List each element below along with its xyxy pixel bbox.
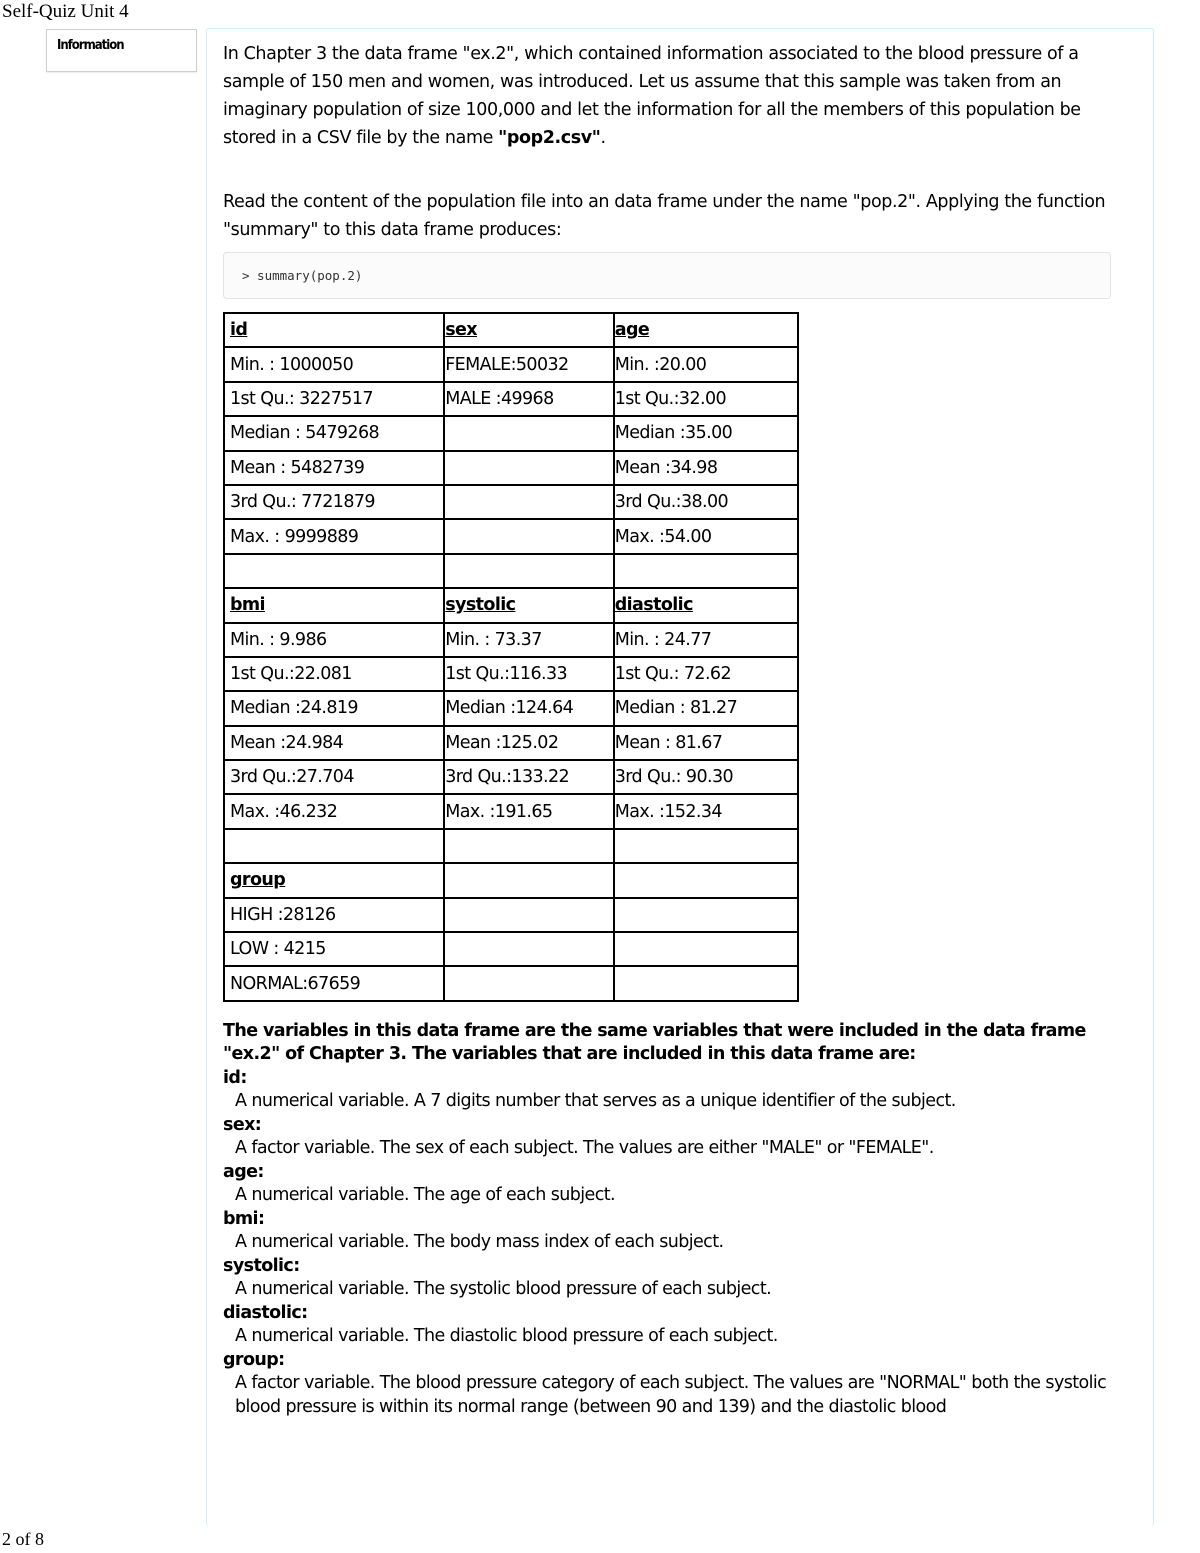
table-cell — [444, 966, 614, 1000]
table-cell: 3rd Qu.:133.22 — [444, 760, 614, 794]
var-desc-id: A numerical variable. A 7 digits number that serves as a unique identifier of the subject. — [235, 1091, 956, 1112]
table-cell: MALE :49968 — [444, 382, 614, 416]
table-row — [224, 519, 798, 553]
table-row — [224, 760, 798, 794]
var-desc-systolic: A numerical variable. The systolic blood pressure of each subject. — [235, 1279, 772, 1300]
table-row — [224, 623, 798, 657]
table-cell — [224, 829, 444, 863]
var-desc-sex: A factor variable. The sex of each subject. The values are either "MALE" or "FEMALE". — [235, 1138, 934, 1159]
table-cell: Median : 5479268 — [224, 416, 444, 450]
var-name-bmi: bmi: — [223, 1208, 265, 1229]
question-content — [223, 40, 1113, 1419]
table-cell — [444, 829, 614, 863]
var-name-group: group: — [223, 1349, 285, 1370]
table-cell: 1st Qu.: 3227517 — [224, 382, 444, 416]
table-cell: NORMAL:67659 — [224, 966, 444, 1000]
var-name-age: age: — [223, 1161, 264, 1182]
table-cell: 3rd Qu.:38.00 — [614, 485, 798, 519]
table-cell — [444, 898, 614, 932]
table-cell: 3rd Qu.: 7721879 — [224, 485, 444, 519]
table-cell: Min. : 9.986 — [224, 623, 444, 657]
table-row — [224, 898, 798, 932]
table-row — [224, 347, 798, 381]
table-cell: bmi — [224, 588, 444, 622]
var-name-id: id: — [223, 1067, 247, 1088]
table-cell — [444, 416, 614, 450]
table-cell: FEMALE:50032 — [444, 347, 614, 381]
table-cell — [224, 554, 444, 588]
table-cell: Mean :34.98 — [614, 451, 798, 485]
table-cell: Max. :191.65 — [444, 794, 614, 828]
table-row — [224, 794, 798, 828]
table-cell: Median :35.00 — [614, 416, 798, 450]
table-row — [224, 932, 798, 966]
table-row — [224, 588, 798, 622]
table-cell: Max. :46.232 — [224, 794, 444, 828]
table-cell — [614, 966, 798, 1000]
table-row — [224, 726, 798, 760]
table-row — [224, 966, 798, 1000]
table-cell: Min. : 73.37 — [444, 623, 614, 657]
table-cell — [444, 485, 614, 519]
table-row — [224, 485, 798, 519]
page-header-title: Self-Quiz Unit 4 — [2, 1, 129, 22]
table-row — [224, 416, 798, 450]
table-cell: age — [614, 313, 798, 347]
table-cell: Min. : 1000050 — [224, 347, 444, 381]
code-block: > summary(pop.2) — [223, 252, 1111, 299]
table-cell — [614, 829, 798, 863]
table-cell: sex — [444, 313, 614, 347]
table-cell: diastolic — [614, 588, 798, 622]
table-cell — [444, 451, 614, 485]
table-cell: Min. :20.00 — [614, 347, 798, 381]
var-name-systolic: systolic: — [223, 1255, 300, 1276]
var-desc-bmi: A numerical variable. The body mass index of each subject. — [235, 1232, 724, 1253]
table-row — [224, 382, 798, 416]
intro-end: . — [600, 128, 606, 148]
table-cell: Median : 81.27 — [614, 691, 798, 725]
instruction-paragraph: Read the content of the population file into an data frame under the name "pop.2". Applying the function "summary" to this data frame produces: — [223, 192, 1106, 240]
table-cell: id — [224, 313, 444, 347]
table-cell: Median :124.64 — [444, 691, 614, 725]
table-row — [224, 829, 798, 863]
table-cell — [614, 932, 798, 966]
table-cell — [444, 863, 614, 897]
table-cell: Min. : 24.77 — [614, 623, 798, 657]
table-cell — [444, 519, 614, 553]
table-cell — [614, 554, 798, 588]
table-cell — [614, 863, 798, 897]
table-row — [224, 863, 798, 897]
table-cell: 1st Qu.:116.33 — [444, 657, 614, 691]
table-cell: 1st Qu.:22.081 — [224, 657, 444, 691]
table-cell: 3rd Qu.: 90.30 — [614, 760, 798, 794]
var-desc-diastolic: A numerical variable. The diastolic blood pressure of each subject. — [235, 1326, 778, 1347]
table-cell — [614, 898, 798, 932]
table-cell: Max. :54.00 — [614, 519, 798, 553]
var-desc-group: A factor variable. The blood pressure category of each subject. The values are "NORMAL" both the systolic blood pressure is within its normal range (between 90 and 139) and the diastolic blood — [235, 1373, 1107, 1417]
table-cell: Max. :152.34 — [614, 794, 798, 828]
var-name-sex: sex: — [223, 1114, 262, 1135]
table-cell: 1st Qu.:32.00 — [614, 382, 798, 416]
table-cell: Mean :125.02 — [444, 726, 614, 760]
table-cell: 1st Qu.: 72.62 — [614, 657, 798, 691]
table-cell: Median :24.819 — [224, 691, 444, 725]
table-cell: Max. : 9999889 — [224, 519, 444, 553]
table-row — [224, 657, 798, 691]
table-cell: group — [224, 863, 444, 897]
table-row — [224, 313, 798, 347]
intro-text: In Chapter 3 the data frame "ex.2", which contained information associated to the blood pressure of a sample of 150 men and women, was introduced. Let us assume that this sample was taken from an imaginary population of size 100,000 and let the information for all the members of this population be stored in a CSV file by the name — [223, 44, 1081, 148]
table-row — [224, 554, 798, 588]
table-cell: 3rd Qu.:27.704 — [224, 760, 444, 794]
information-panel[interactable]: Information — [46, 29, 197, 72]
variables-intro: The variables in this data frame are the same variables that were included in the data frame "ex.2" of Chapter 3. The variables that are included in this data frame are: — [223, 1020, 1086, 1065]
summary-table — [223, 312, 799, 1002]
intro-paragraph — [223, 40, 1113, 152]
table-cell — [444, 554, 614, 588]
table-row — [224, 691, 798, 725]
table-cell: systolic — [444, 588, 614, 622]
var-desc-age: A numerical variable. The age of each subject. — [235, 1185, 615, 1206]
var-name-diastolic: diastolic: — [223, 1302, 308, 1323]
variables-section — [223, 1020, 1113, 1420]
table-cell: Mean : 5482739 — [224, 451, 444, 485]
table-row — [224, 451, 798, 485]
page-footer-number: 2 of 8 — [2, 1529, 44, 1549]
file-name: "pop2.csv" — [498, 128, 601, 148]
table-cell: LOW : 4215 — [224, 932, 444, 966]
table-cell: HIGH :28126 — [224, 898, 444, 932]
table-cell — [444, 932, 614, 966]
table-cell: Mean : 81.67 — [614, 726, 798, 760]
table-cell: Mean :24.984 — [224, 726, 444, 760]
